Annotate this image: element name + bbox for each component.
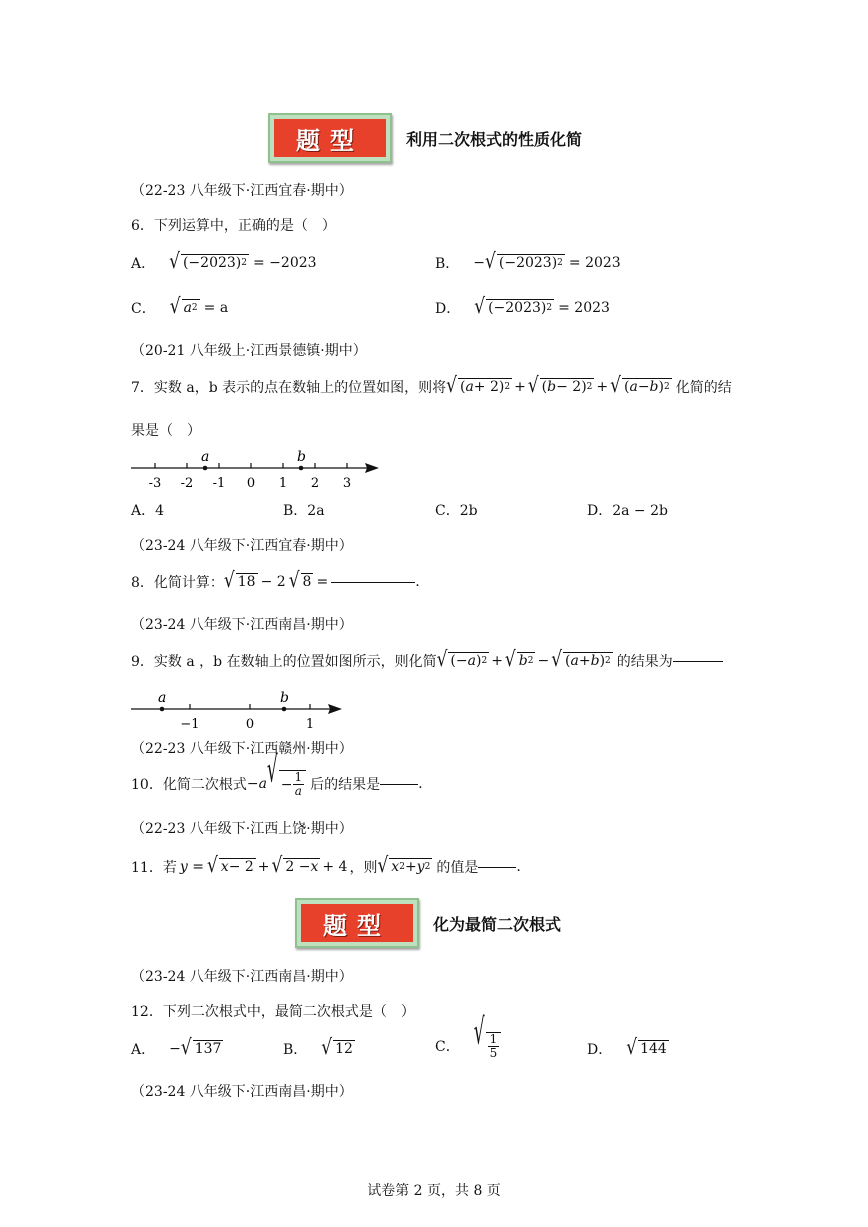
option-label: D． <box>435 301 461 317</box>
radical: √ 12 <box>321 1035 353 1061</box>
radical: √ ( a − b ) 2 <box>610 373 670 399</box>
tick-label: 1 <box>278 476 288 491</box>
radical: √ ( b − 2) 2 <box>527 373 593 399</box>
tick-label: -1 <box>212 476 226 491</box>
q7-option-c: C．2b <box>435 503 478 519</box>
radical: √ x − 2 <box>206 853 254 879</box>
number-line-q7 <box>131 446 391 494</box>
tick-label: 0 <box>245 717 255 732</box>
source-note: （22-23 八年级下·江西赣州·期中） <box>131 741 353 757</box>
q7-option-d: D．2a − 2b <box>587 503 668 519</box>
point-a-label: a <box>201 449 210 465</box>
question-11-stem: 11．若 y = √ x − 2 + √ 2 − x + 4 ，则 √ x 2 + y 2 的值是 . <box>131 853 521 879</box>
point-a <box>203 466 208 471</box>
answer-blank[interactable] <box>331 582 415 583</box>
radical: √ (−2023) 2 <box>485 249 563 275</box>
option-rhs: = 2023 <box>558 300 610 316</box>
section-title: 化为最简二次根式 <box>433 914 562 934</box>
option-label: B． <box>283 1042 308 1058</box>
radical: √ (− a ) 2 <box>436 647 488 673</box>
radical: √ b 2 <box>504 647 534 673</box>
radical: √ 8 <box>288 568 312 594</box>
option-rhs: = −2023 <box>253 255 317 271</box>
q12-option-c <box>435 1012 501 1061</box>
answer-blank[interactable] <box>673 661 723 662</box>
radical: √ 137 <box>180 1035 222 1061</box>
radical: √ (−2023) 2 <box>169 249 247 275</box>
option-label: C． <box>131 301 156 317</box>
radical: √ $\frac{1}{5}$ <box>474 1032 501 1060</box>
tick-label: 1 <box>305 717 315 732</box>
question-6-stem: 6．下列运算中，正确的是（ ） <box>131 218 336 234</box>
q7-option-b: B．2a <box>283 503 325 519</box>
section-title: 利用二次根式的性质化简 <box>406 129 583 149</box>
radical: √ (−2023) 2 <box>474 294 553 320</box>
radical: √ ( a + b ) 2 <box>551 647 611 673</box>
radical: √ 2 − x <box>271 853 319 879</box>
radical: √ a 2 <box>169 294 198 320</box>
number-line-q9 <box>131 688 351 736</box>
tick-label: 2 <box>310 476 320 491</box>
radical: √ ( a + 2) 2 <box>446 373 511 399</box>
point-b-label: b <box>297 449 306 465</box>
radical: √ x 2 + y 2 <box>377 853 431 879</box>
q6-option-b: B． − √ (−2023) 2 = 2023 <box>435 249 621 275</box>
question-7-stem: 7．实数 a，b 表示的点在数轴上的位置如图，则将 √ ( a + 2) 2 + √ ( b − 2) 2 + √ ( a − b ) 2 化简的结 <box>131 373 732 399</box>
source-note: （23-24 八年级下·江西南昌·期中） <box>131 1084 353 1100</box>
question-8-stem: 8．化简计算： √ 18 − 2 √ 8 = . <box>131 568 420 594</box>
q6-option-a <box>131 249 317 275</box>
tick-label: -2 <box>180 476 194 491</box>
radical: √ 18 <box>223 568 256 594</box>
source-note: （23-24 八年级下·江西南昌·期中） <box>131 617 353 633</box>
source-note: （20-21 八年级上·江西景德镇·期中） <box>131 343 367 359</box>
point-a <box>160 707 165 712</box>
section-banner-2 <box>295 898 561 948</box>
q12-option-a: A． − √ 137 <box>131 1035 222 1061</box>
tick-label: -3 <box>148 476 162 491</box>
section-banner-1 <box>268 113 582 163</box>
source-note: （22-23 八年级下·江西宜春·期中） <box>131 183 353 199</box>
q12-option-d <box>587 1035 669 1061</box>
tick-label: 0 <box>246 476 256 491</box>
source-note: （23-24 八年级下·江西宜春·期中） <box>131 538 353 554</box>
tick-label: 3 <box>342 476 352 491</box>
axis-arrow <box>365 463 379 473</box>
q6-option-d <box>435 294 610 320</box>
source-note: （22-23 八年级下·江西上饶·期中） <box>131 821 353 837</box>
question-10-stem: 10．化简二次根式 −a √ − $\frac{1}{a}$ 后的结果是 . <box>131 750 423 799</box>
badge-text: 题型 <box>274 119 386 157</box>
point-b <box>282 707 287 712</box>
point-b <box>299 466 304 471</box>
page-footer: 试卷第 2 页，共 8 页 <box>367 1183 501 1199</box>
badge-text: 题型 <box>301 904 413 942</box>
option-label: C． <box>435 1039 460 1056</box>
option-label: A． <box>131 1042 156 1058</box>
section-badge <box>268 113 392 163</box>
option-label: A． <box>131 256 156 272</box>
section-badge <box>295 898 419 948</box>
q7-option-a: A．4 <box>131 503 165 519</box>
answer-blank[interactable] <box>478 867 516 868</box>
point-b-label: b <box>280 690 289 706</box>
answer-blank[interactable] <box>380 784 418 785</box>
radical: √ 144 <box>626 1035 667 1061</box>
option-rhs: = a <box>203 300 229 316</box>
question-12-stem: 12．下列二次根式中，最简二次根式是（ ） <box>131 1004 415 1020</box>
axis-arrow <box>328 704 342 714</box>
option-label: B． <box>435 256 460 272</box>
q6-option-c <box>131 294 229 320</box>
point-a-label: a <box>158 690 167 706</box>
option-rhs: = 2023 <box>568 255 621 271</box>
radical: √ − $\frac{1}{a}$ <box>267 770 306 798</box>
q12-option-b <box>283 1035 355 1061</box>
tick-label: −1 <box>180 717 200 732</box>
source-note: （23-24 八年级下·江西南昌·期中） <box>131 969 353 985</box>
question-9-stem: 9．实数 a ，b 在数轴上的位置如图所示，则化简 √ (− a ) 2 + √ b 2 − √ ( a + b ) 2 的结果为 <box>131 651 723 671</box>
option-label: D． <box>587 1042 613 1058</box>
question-7-stem-cont: 果是（ ） <box>131 423 201 439</box>
